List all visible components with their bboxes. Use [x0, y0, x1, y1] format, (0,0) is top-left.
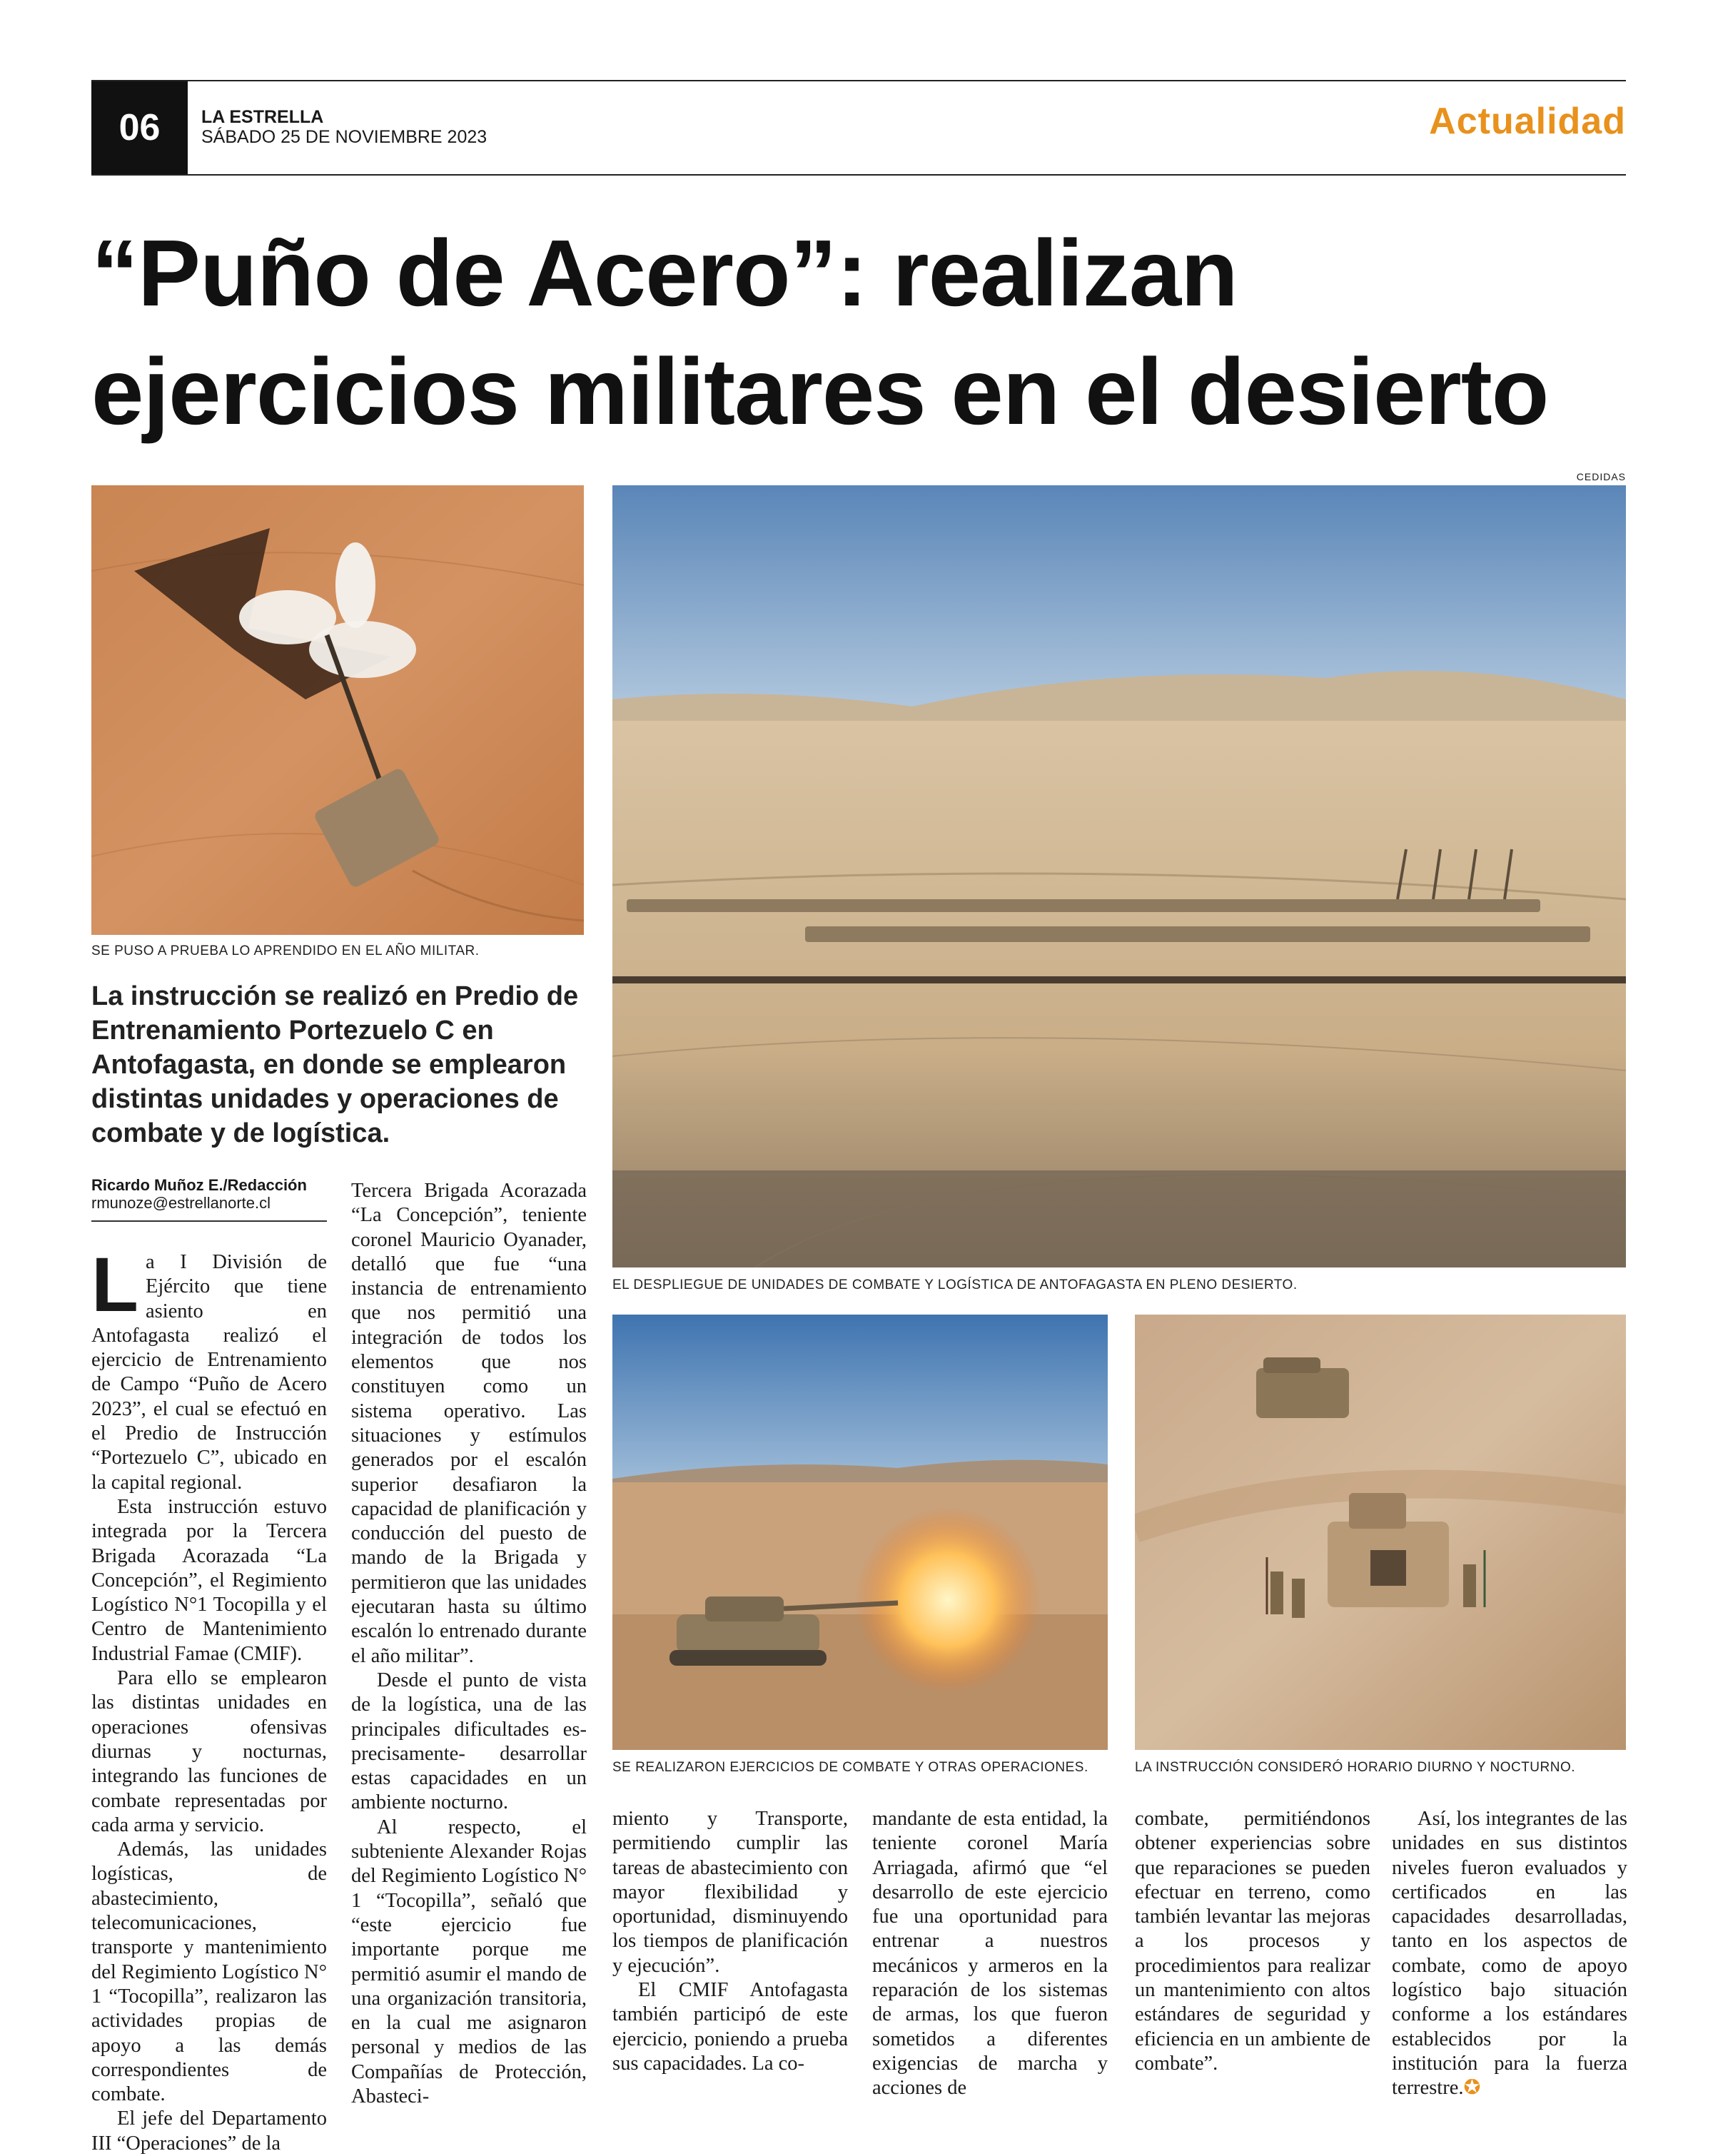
body-column-4 — [872, 1807, 1108, 2101]
paragraph: mandante de esta entidad, la teniente coronel María Arriagada, afirmó que “el desarrollo de este ejercicio fue una oportunidad para entrenar a nuestros mecánicos y armeros en la reparación de los sistemas de armas, los que fueron sometidos a diferentes exigencias de marcha y acciones de — [872, 1808, 1108, 2100]
photo-tank-firing — [612, 1315, 1108, 1750]
lead-summary: La instrucción se realizó en Predio de Entrenamiento Portezuelo C en Antofagasta, en donde se emplearon distintas unidades y operaciones de combate y de logística. — [91, 981, 579, 1148]
paragraph: Además, las unidades logísticas, de abastecimiento, telecomunicaciones, transporte y mantenimiento del Regimiento Logístico N° 1 “Tocopilla”, realizaron las actividades propias de apoyo a las demás correspondientes de combate. — [91, 1838, 327, 2106]
paragraph — [91, 1241, 327, 1495]
photo-armored-vehicles — [1135, 1315, 1626, 1750]
header-top-rule — [91, 80, 1626, 81]
headline-line-2: ejercicios militares en el desierto — [91, 339, 1549, 444]
photo-credit: CEDIDAS — [1576, 471, 1626, 482]
paragraph: miento y Transporte, permitiendo cumplir las tareas de abastecimiento con mayor flexibilidad y oportunidad, disminuyendo los tiempos de planificación y ejecución”. — [612, 1808, 848, 1977]
headline-line-1: “Puño de Acero”: realizan — [91, 221, 1238, 325]
headline — [91, 214, 1633, 451]
header-bottom-rule — [91, 174, 1626, 176]
masthead — [201, 107, 487, 147]
body-column-5 — [1135, 1807, 1370, 2076]
paragraph-text: Así, los integrantes de las unidades en sus distintos niveles fueron evaluados y certificados en las capacidades desarrolladas, tanto en los aspectos de combate, como de apoyo logístico bajo situación conforme a los estándares establecidos por la institución para la fuerza terrestre. — [1392, 1808, 1627, 2100]
body-column-1 — [91, 1241, 327, 2156]
byline-rule — [91, 1220, 327, 1222]
newspaper-name: LA ESTRELLA — [201, 107, 324, 127]
end-mark-icon: ✪ — [1463, 2077, 1481, 2100]
issue-date: SÁBADO 25 DE NOVIEMBRE 2023 — [201, 127, 487, 147]
caption-photo-2: EL DESPLIEGUE DE UNIDADES DE COMBATE Y LOGÍSTICA DE ANTOFAGASTA EN PLENO DESIERTO. — [612, 1277, 1298, 1292]
paragraph: Al respecto, el subteniente Alexander Rojas del Regimiento Logístico N° 1 “Tocopilla”, señaló que “este ejercicio fue importante porque me permitió asumir el mando de una organización transitoria, en la cual me asignaron personal y medios de las Compañías de Protección, Abasteci- — [351, 1816, 587, 2107]
paragraph: Desde el punto de vista de la logística, una de las principales dificultades es- precisamente- desarrollar estas capacidades en un ambiente nocturno. — [351, 1669, 587, 1814]
paragraph: Para ello se emplearon las distintas unidades en operaciones ofensivas diurnas y nocturnas, integrando las funciones de combate representadas por cada arma y servicio. — [91, 1667, 327, 1836]
photo-desert-deployment — [612, 485, 1626, 1267]
paragraph: El jefe del Departamento III “Operaciones” de la — [91, 2107, 327, 2155]
body-column-2 — [351, 1179, 587, 2109]
author-name: Ricardo Muñoz E./Redacción — [91, 1176, 307, 1194]
byline — [91, 1176, 327, 1212]
body-column-3 — [612, 1807, 848, 2076]
dropcap: L — [91, 1241, 138, 1327]
page-number: 06 — [91, 81, 188, 174]
photo-howitzer-firing — [91, 485, 584, 935]
caption-photo-4: LA INSTRUCCIÓN CONSIDERÓ HORARIO DIURNO Y NOCTURNO. — [1135, 1760, 1576, 1775]
body-column-6 — [1392, 1807, 1627, 2101]
section-label: Actualidad — [1429, 101, 1626, 142]
paragraph: Esta instrucción estuvo integrada por la Tercera Brigada Acorazada “La Concepción”, el Regimiento Logístico N°1 Tocopilla y el Centro de Mantenimiento Industrial Famae (CMIF). — [91, 1495, 327, 1665]
paragraph — [1392, 1807, 1627, 2101]
paragraph-text: a I División de Ejército que tiene asiento en Antofagasta realizó el ejercicio de Entrenamiento de Campo “Puño de Acero 2023”, el cual se efectuó en el Predio de Instrucción “Portezuelo C”, ubicado en la capital regional. — [91, 1251, 327, 1494]
paragraph: Tercera Brigada Acorazada “La Concepción”, teniente coronel Mauricio Oyanader, detalló que fue “una instancia de entrenamiento que nos permitió una integración de todos los elementos que nos constituyen como un sistema operativo. Las situaciones y estímulos generados por el escalón superior desafiaron la capacidad de planificación y conducción del puesto de mando de la Brigada y permitieron que las unidades ejecutaran hasta su último escalón lo entrenado durante el año militar”. — [351, 1180, 587, 1667]
author-email: rmunoze@estrellanorte.cl — [91, 1194, 271, 1212]
paragraph: El CMIF Antofagasta también participó de este ejercicio, poniendo a prueba sus capacidades. La co- — [612, 1979, 848, 2075]
caption-photo-1: SE PUSO A PRUEBA LO APRENDIDO EN EL AÑO MILITAR. — [91, 943, 480, 958]
caption-photo-3: SE REALIZARON EJERCICIOS DE COMBATE Y OTRAS OPERACIONES. — [612, 1760, 1088, 1775]
paragraph: combate, permitiéndonos obtener experiencias sobre que reparaciones se pueden efectuar en terreno, como también levantar las mejoras a los procesos y procedimientos para realizar un mantenimiento con altos estándares de seguridad y eficiencia en un ambiente de combate”. — [1135, 1808, 1370, 2075]
